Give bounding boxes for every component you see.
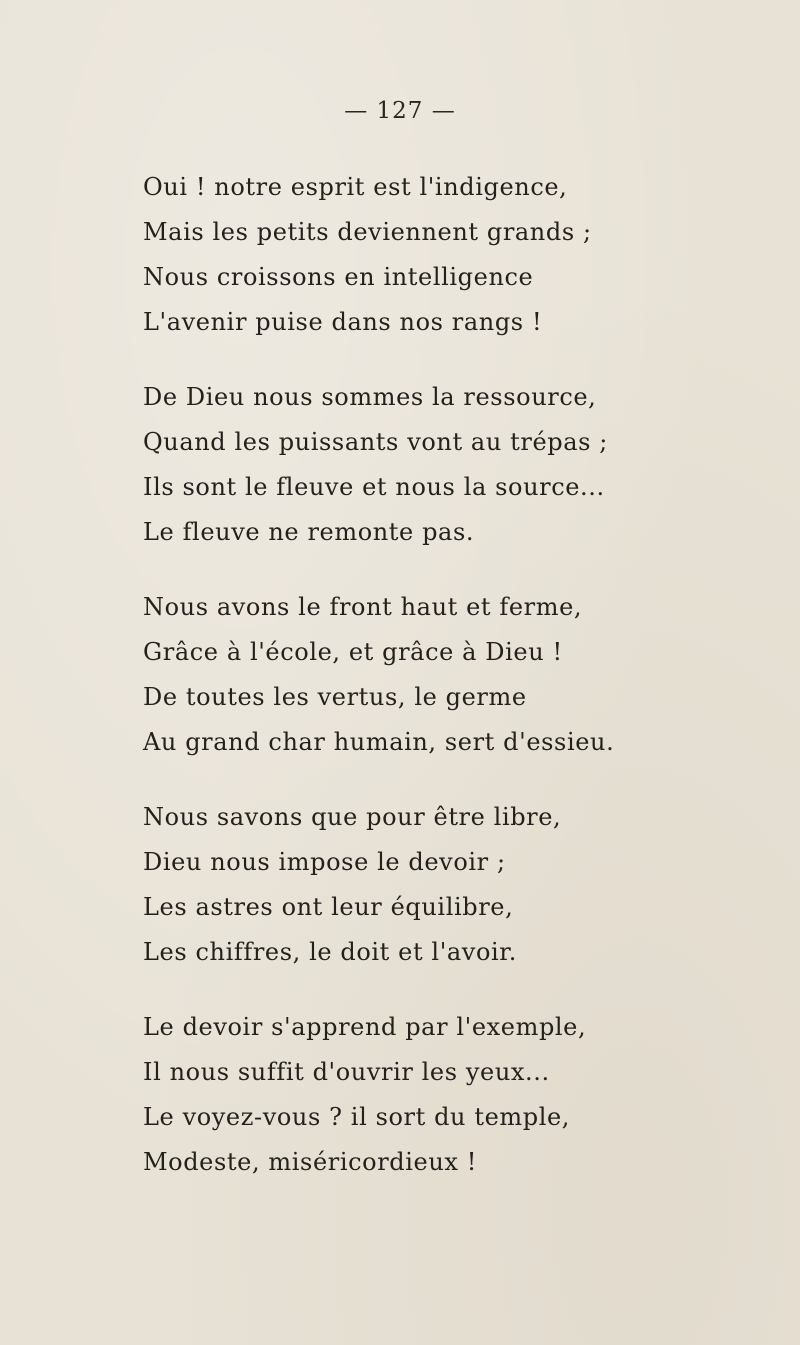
poem-line: Mais les petits deviennent grands ; xyxy=(143,218,592,246)
poem xyxy=(143,165,783,1215)
poem-line: Ils sont le fleuve et nous la source... xyxy=(143,473,605,501)
poem-line: Quand les puissants vont au trépas ; xyxy=(143,428,608,456)
stanza-5 xyxy=(143,1005,783,1185)
poem-line: Les chiffres, le doit et l'avoir. xyxy=(143,938,517,966)
poem-line: Au grand char humain, sert d'essieu. xyxy=(143,728,615,756)
poem-line: Le devoir s'apprend par l'exemple, xyxy=(143,1013,587,1041)
poem-line: Les astres ont leur équilibre, xyxy=(143,893,514,921)
stanza-3 xyxy=(143,585,783,765)
poem-line: Nous croissons en intelligence xyxy=(143,263,534,291)
poem-line: Il nous suffit d'ouvrir les yeux... xyxy=(143,1058,550,1086)
poem-line: De Dieu nous sommes la ressource, xyxy=(143,383,597,411)
poem-line: Nous avons le front haut et ferme, xyxy=(143,593,583,621)
poem-line: Le fleuve ne remonte pas. xyxy=(143,518,475,546)
poem-line: Oui ! notre esprit est l'indigence, xyxy=(143,173,568,201)
page-number: — 127 — xyxy=(344,98,456,124)
poem-line: Nous savons que pour être libre, xyxy=(143,803,562,831)
stanza-4 xyxy=(143,795,783,975)
poem-line: De toutes les vertus, le germe xyxy=(143,683,527,711)
stanza-1 xyxy=(143,165,783,345)
stanza-2 xyxy=(143,375,783,555)
poem-line: Grâce à l'école, et grâce à Dieu ! xyxy=(143,638,563,666)
poem-line: Modeste, miséricordieux ! xyxy=(143,1148,477,1176)
poem-line: L'avenir puise dans nos rangs ! xyxy=(143,308,543,336)
poem-line: Dieu nous impose le devoir ; xyxy=(143,848,506,876)
poem-line: Le voyez-vous ? il sort du temple, xyxy=(143,1103,571,1131)
